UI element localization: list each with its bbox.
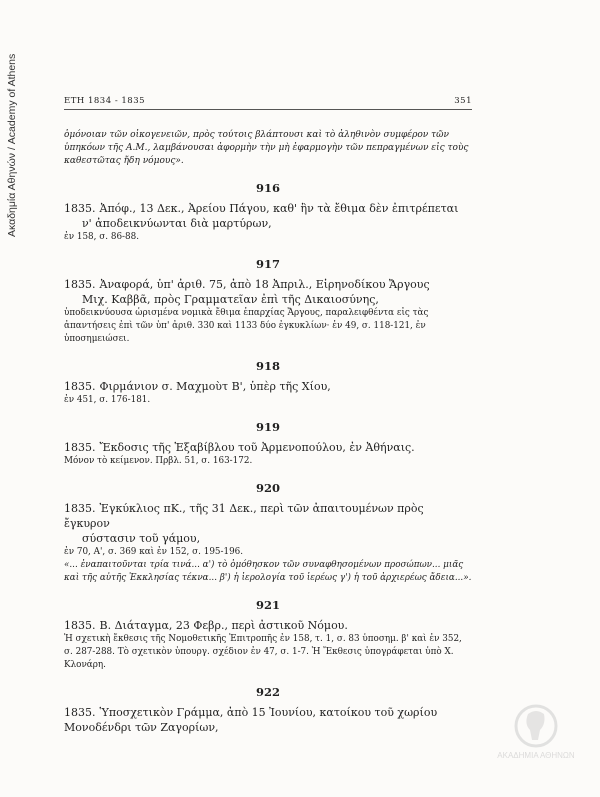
entry-text (64, 277, 472, 307)
entry-citation: ὑποδεικνύουσα ὡρισμένα νομικὰ ἔθιμα ἐπαρχίας Ἄργους, παραλειφθέντα εἰς τὰς ἀπαντήσεις ἐπὶ τῶν ὑπ' ἀριθ. 330 καὶ 1133 δύο ἐγκυκλίων· ἐν 49, σ. 118-121, ἐν ὑποσημειώσει. (64, 308, 429, 344)
entry-line: σύστασιν τοῦ γάμου, (82, 532, 201, 545)
entry-year: 1835. (64, 619, 96, 632)
archive-stamp: Ακαδημία Αθηνών / Academy of Athens (6, 53, 18, 237)
entry-line: Ἔκδοσις τῆς Ἑξαβίβλου τοῦ Ἀρμενοπούλου, ἐν Ἀθήναις. (99, 441, 415, 454)
entry-line: ν' ἀποδεικνύωνται διὰ μαρτύρων, (82, 217, 272, 230)
entry-citation: ἐν 158, σ. 86-88. (64, 232, 140, 242)
entry-year: 1835. (64, 278, 96, 291)
entry-year: 1835. (64, 202, 96, 215)
entry-line: Ἐγκύκλιος πΚ., τῆς 31 Δεκ., περὶ τῶν ἀπαιτουμένων πρὸς ἔγκυρον (64, 502, 424, 530)
entry-line: Ἀναφορά, ὑπ' ἀριθ. 75, ἀπὸ 18 Ἀπριλ., Εἰρηνοδίκου Ἄργους (99, 278, 430, 291)
entry-number: 920 (255, 481, 280, 495)
entry-year: 1835. (64, 441, 96, 454)
entry-line: Μιχ. Καββᾶ, πρὸς Γραμματεῖαν ἐπὶ τῆς Δικαιοσύνης, (82, 293, 379, 306)
entry-number: 921 (255, 598, 280, 612)
entry-year: 1835. (64, 380, 96, 393)
entry-text (64, 440, 472, 455)
running-head (64, 96, 472, 110)
entry-citation: Μόνον τὸ κείμενον. Πρβλ. 51, σ. 163-172. (64, 456, 253, 466)
entry-number: 917 (255, 257, 280, 271)
page (64, 96, 472, 735)
page-number: 351 (454, 96, 472, 106)
entry-year: 1835. (64, 706, 96, 719)
entry-line: Ὑποσχετικὸν Γράμμα, ἀπὸ 15 Ἰουνίου, κατοίκου τοῦ χωρίου Μονοδένδρι τῶν Ζαγορίων, (64, 706, 438, 734)
entry-text (64, 618, 472, 633)
entry-citation: Ἡ σχετικὴ ἔκθεσις τῆς Νομοθετικῆς Ἐπιτροπῆς ἐν 158, τ. 1, σ. 83 ὑποσημ. β' καὶ ἐν 352, σ. 287-288. Τὸ σχετικὸν ὑπουργ. σχέδιον ἐν 47, σ. 1-7. Ἡ Ἔκθεσις ὑπογράφεται ὑπὸ Χ. Κλονάρη. (64, 634, 462, 670)
running-head-title: ΕΤΗ 1834 - 1835 (64, 96, 146, 106)
entry-number: 919 (255, 420, 280, 434)
logo-text: ΑΚΑΔΗΜΙΑ ΑΘΗΝΩΝ (497, 751, 575, 760)
entry-number: 918 (255, 359, 280, 373)
entry-text (64, 201, 472, 231)
academy-logo-watermark (476, 700, 596, 762)
entry-citation: ἐν 70, Α', σ. 369 καὶ ἐν 152, σ. 195-196. (64, 547, 244, 557)
entry-year: 1835. (64, 502, 96, 515)
entry-text (64, 705, 472, 735)
entry-text (64, 501, 472, 546)
entry-number: 916 (255, 181, 280, 195)
continuation-text: ὁμόνοιαν τῶν οἰκογενειῶν, πρὸς τούτοις βλάπτουσι καὶ τὸ ἀληθινὸν συμφέρον τῶν ὑπηκόων τῆς Α.Μ., λαμβάνουσαι ἀφορμὴν τὴν μὴ ἐφαρμογὴν τῶν πεπραγμένων εἰς τοὺς καθεστῶτας ἤδη νόμους». (64, 130, 469, 166)
entry-line: Β. Διάταγμα, 23 Φεβρ., περὶ ἀστικοῦ Νόμου. (99, 619, 348, 632)
entry-text (64, 379, 472, 394)
entry-number: 922 (255, 685, 280, 699)
entry-line: Ἀπόφ., 13 Δεκ., Ἀρείου Πάγου, καθ' ἣν τὰ ἔθιμα δὲν ἐπιτρέπεται (99, 202, 459, 215)
entry-line: Φιρμάνιον σ. Μαχμοὺτ Β', ὑπὲρ τῆς Χίου, (99, 380, 331, 393)
entry-citation: ἐν 451, σ. 176-181. (64, 395, 151, 405)
entry-quote: «... ἐναπαιτοῦνται τρία τινά... α') τὸ ὁμόθησκον τῶν συναφθησομένων προσώπων... μιᾶς καὶ τῆς αὐτῆς Ἐκκλησίας τέκνα... β') ἡ ἱερολογία τοῦ ἱερέως γ') ἡ τοῦ ἀρχιερέως ἄδεια...». (64, 560, 472, 583)
